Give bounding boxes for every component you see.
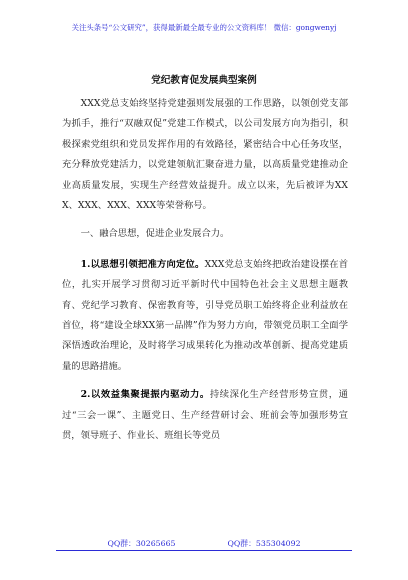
footer [0, 538, 408, 549]
footer-qq-group-2: QQ群：535304092 [227, 539, 301, 548]
item-2-paragraph [62, 385, 348, 446]
item-2-text: 持续深化生产经营形势宣贯，通过“三会一课”、主题党日、生产经营研讨会、班前会等加强形势宣贯，领导班子、作业长、班组长等党员 [62, 389, 348, 442]
footer-qq-group-1: QQ群：30265665 [107, 539, 176, 548]
item-1-heading: 1.以思想引领把准方向定位。 [80, 258, 205, 270]
document-body [62, 94, 348, 455]
document-title: 党纪教育促发展典型案例 [151, 75, 257, 86]
top-banner: 关注头条号“公文研究”，获得最新最全最专业的公文资料库！ 微信：gongwenyj [71, 23, 337, 32]
item-1-text: XXX党总支始终把政治建设摆在首位，扎实开展学习贯彻习近平新时代中国特色社会主义思想主题教育、党纪学习教育、保密教育等，引导党员职工始终将企业利益放在首位，将“建设全球XX第一品牌”作为努力方向，带领党员职工全面学深悟透政治理论，及时将学习成果转化为推动改革创新、提高党建质量的思路措施。 [62, 258, 348, 372]
footer-rule [56, 550, 352, 551]
section-heading: 一、融合思想，促进企业发展合力。 [80, 228, 230, 240]
item-1-paragraph [62, 255, 348, 377]
intro-paragraph: XXX党总支始终坚持党建强则发展强的工作思路，以领创党支部为抓手，推行“双融双促”党建工作模式，以公司发展方向为指引，积极探索党组织和党员发挥作用的有效路径，紧密结合中心任务攻坚，充分释放党建活力，以党建领航汇聚奋进力量，以高质量党建推动企业高质量发展，实现生产经营效益提升。成立以来，先后被评为XXX、XXX、XXX、XXX等荣誉称号。 [62, 98, 348, 212]
item-2-heading: 2.以效益集聚提振内驱动力。 [80, 389, 210, 401]
